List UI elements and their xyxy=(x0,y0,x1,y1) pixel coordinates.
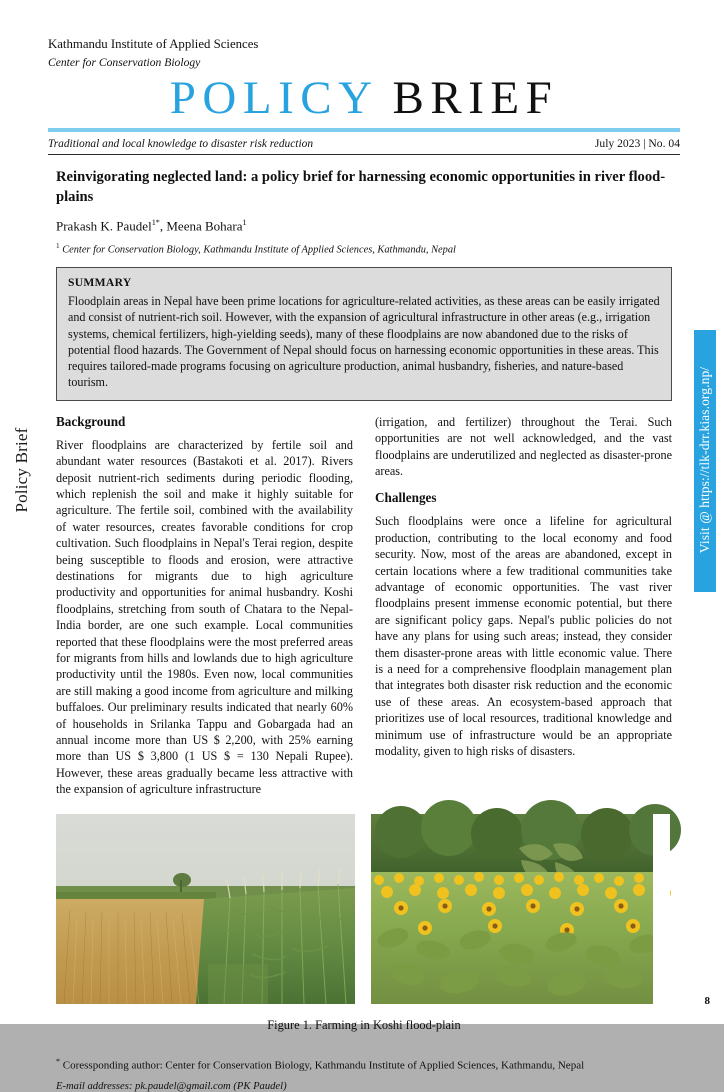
masthead-title-word-brief: BRIEF xyxy=(392,71,559,124)
column-right xyxy=(375,414,672,798)
figure-image-wheat-field xyxy=(56,814,355,1004)
summary-heading: SUMMARY xyxy=(68,276,132,290)
figure-row xyxy=(56,814,672,1004)
masthead-dark-rule xyxy=(48,154,680,155)
authors-line: Prakash K. Paudel$^{1*}$, Meena Bohara$^1$ xyxy=(56,218,247,234)
paragraph-background-continued: (irrigation, and fertilizer) throughout the Terai. Such opportunities are not well acknowledged, and the vast floodplains are underutilized and neglected as disaster-prone areas. xyxy=(375,414,672,478)
section-heading-challenges: Challenges xyxy=(375,490,437,506)
summary-box xyxy=(56,267,672,401)
masthead-issue: July 2023 | No. 04 xyxy=(594,136,680,150)
email-note: E-mail addresses: pk.paudel@gmail.com (PK Paudel) xyxy=(56,1081,287,1092)
figure-image-sunflower-field xyxy=(371,814,670,1004)
website-side-tab[interactable] xyxy=(694,330,716,592)
masthead-subline xyxy=(48,132,680,154)
paragraph-challenges: Such floodplains were once a lifeline for agricultural production, contributing to the local economy and food security. Now, most of the areas are abandoned, except in certain locations where a few traditional communities take advantage of economic opportunities. The vast river floodplains present immense economic potential, but there are significant policy gaps. Nepal's public policies do not have any plans for using such areas; instead, they consider them disaster-prone areas with little economic value. There is a need for a comprehensive floodplain management plan that integrates both disaster risk reduction and the economic use of these areas. An ecosystem-based approach that prioritizes use of local resources, traditional knowledge and minimum use of infrastructure would be an appropriate modality, given to high risks of disasters. xyxy=(375,514,672,759)
affiliation-line: $^1$ Center for Conservation Biology, Kathmandu Institute of Applied Sciences, Kathmandu, Nepal xyxy=(56,241,456,256)
paragraph-background: River floodplains are characterized by fertile soil and abundant water resources (Bastakoti et al. 2017). Rivers deposit nutrient-rich sediments during periodic flooding, which replenish the soil and make it highly suitable for agriculture. The fertile soil, combined with the availability of water resources, creates favorable conditions for crop cultivation. Such floodplains in Nepal's Terai region, despite being susceptible to floods and erosion, were attractive destinations for migrants due to high agriculture productivity and opportunities for animal husbandry. Koshi floodplains, stretching from south of Chatara to the Nepal-India border, are one such example. Local communities reported that these floodplains were the most preferred areas for migrants from hills and lowlands due to high agriculture productivity until the 1980s. Even now, local communities are still making a good income from agriculture and milking buffaloes. Our preliminary results indicated that nearly 60% of households in Srilanka Tappu and Gobargada had an annual income more than US $ 2,200, with 25% earning more than US $ 3,800 (1 US $ = 130 Nepali Rupee). However, these areas gradually became less attractive with the expansion of agriculture infrastructure xyxy=(56,437,353,797)
masthead-organization: Kathmandu Institute of Applied Sciences xyxy=(48,37,259,51)
summary-body: Floodplain areas in Nepal have been prime locations for agriculture-related activities, as these areas can be easily irrigated and consist of nutrient-rich soil. However, with the expansion of agricultural infrastructure in other areas (e.g., irrigation systems, chemical fertilizers, high-yielding seeds), many of these floodplains are now abandoned due to the risks of potential flood hazards. The Government of Nepal should focus on harnessing economic opportunities in these areas. This requires tailored-made programs focusing on agriculture production, animal husbandry, fisheries, and nature-based tourism. xyxy=(68,294,660,390)
left-spine xyxy=(0,0,46,1024)
masthead-unit: Center for Conservation Biology xyxy=(48,56,201,70)
masthead-title-word-policy: POLICY xyxy=(169,71,379,124)
masthead-tagline: Traditional and local knowledge to disaster risk reduction xyxy=(48,137,314,150)
masthead-title xyxy=(48,71,680,124)
page-title: Reinvigorating neglected land: a policy brief for harnessing economic opportunities in river flood-plains xyxy=(56,169,666,205)
column-left xyxy=(56,414,353,798)
page-number: 8 xyxy=(704,995,710,1007)
section-heading-background: Background xyxy=(56,413,126,429)
corresponding-author-note: * Coressponding author: Center for Conservation Biology, Kathmandu Institute of Applied Sciences, Kathmandu, Nepal xyxy=(56,1056,585,1072)
masthead xyxy=(48,36,680,155)
page-content xyxy=(48,0,680,1092)
website-side-tab-label: Visit @ https://tlk-drr.kias.org.np/ xyxy=(697,366,712,554)
spine-label: Policy Brief xyxy=(12,427,31,513)
body-columns xyxy=(56,414,672,798)
figure-caption: Figure 1. Farming in Koshi flood-plain xyxy=(267,1017,461,1032)
footnotes xyxy=(56,1057,672,1092)
